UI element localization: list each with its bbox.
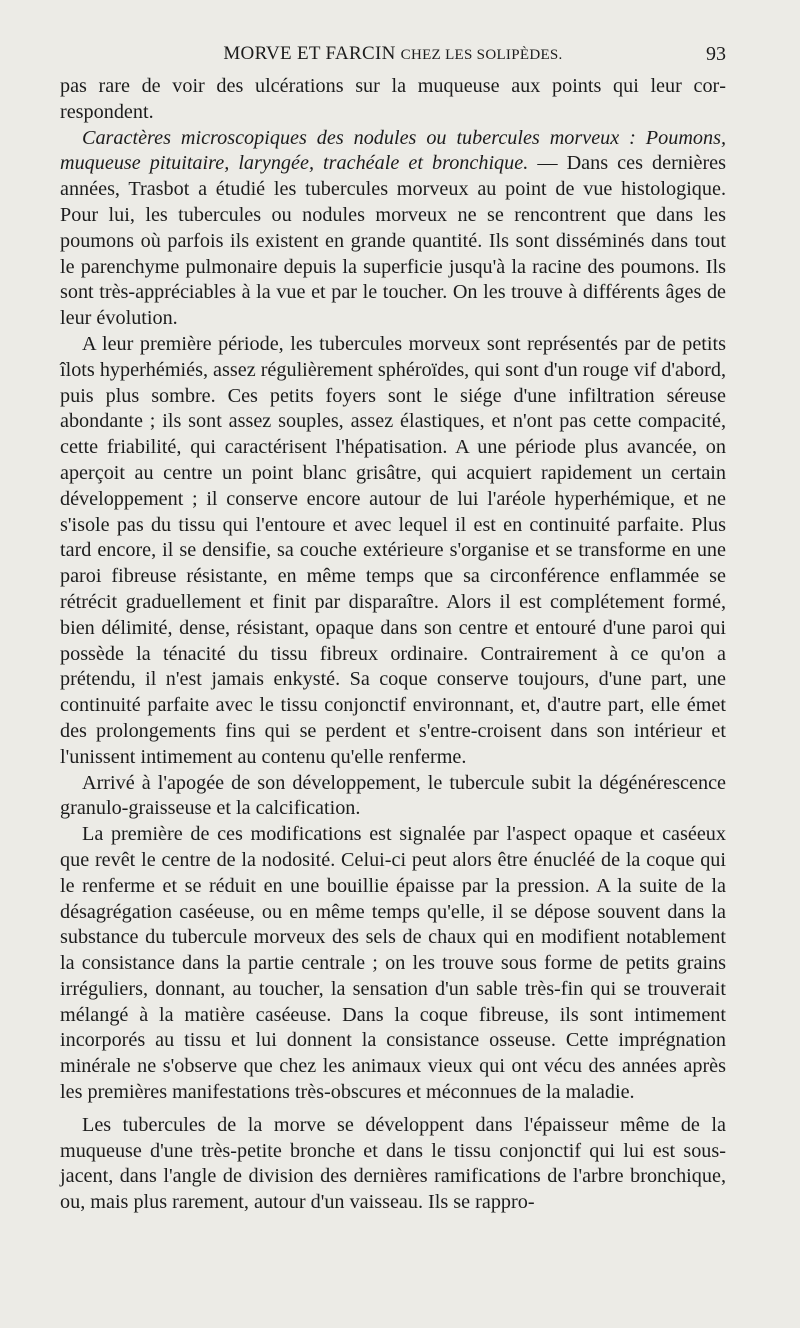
paragraph-section	[60, 126, 726, 332]
paragraph	[60, 1113, 726, 1216]
running-title	[60, 43, 726, 65]
paragraph	[60, 771, 726, 823]
running-title-small: CHEZ LES SOLIPÈDES.	[400, 47, 563, 63]
paragraph	[60, 332, 726, 771]
paragraph-text: La première de ces modifications est signalée par l'aspect opaque et caséeux que revêt le centre de la nodosité. Celui-ci peut alors être énucléé de la coque qui le renferme et se réduit en une bouillie épaisse par la pression. A la suite de la désagrégation caséeuse, ou en même temps qu'elle, il se dépose souvent dans la substance du tubercule morveux des sels de chaux qui en modifient notablement la consistance dans la partie centrale ; on les trouve sous forme de petits grains irréguliers, donnant, au toucher, la sensation d'un sable très-fin qui se trouverait mélangé à la matière caséeuse. Dans la coque fibreuse, ils sont intimement incorporés au tissu et lui donnent la consistance osseuse. Cette imprégnation minérale ne s'observe que chez les animaux vieux qui ont vécu des années après les premières manifestations très-obscures et méconnues de la maladie.	[60, 823, 726, 1104]
paragraph-text: pas rare de voir des ulcérations sur la muqueuse aux points qui leur correspondent.	[60, 75, 726, 123]
paragraph-continuation	[60, 74, 726, 126]
paragraph-text: Les tubercules de la morve se développent dans l'épaisseur même de la muqueuse d'une très-petite bronche et dans le tissu conjonctif qui lui est sous-jacent, dans l'angle de division des dernières ramifications de l'arbre bronchique, ou, mais plus rarement, autour d'un vaisseau. Ils se rappro-	[60, 1113, 726, 1214]
running-title-main: MORVE ET FARCIN	[223, 43, 396, 64]
paragraph-text: A leur première période, les tubercules morveux sont représentés par de petits îlots hyperhémiés, assez régulièrement sphéroïdes, qui sont d'un rouge vif d'abord, puis plus sombre. Ces petits foyers sont le siége d'une infiltration séreuse abondante ; ils sont assez souples, assez élastiques, et n'ont pas cette compacité, cette friabilité, qui caractérisent l'hépatisation. A une période plus avancée, on aperçoit au centre un point blanc grisâtre, qui acquiert rapidement un certain développement ; il conserve encore autour de lui l'aréole hyperhémique, et ne s'isole pas du tissu qui l'entoure et avec lequel il est en continuité parfaite. Plus tard encore, il se densifie, sa couche extérieure s'organise et se transforme en une paroi fibreuse résistante, en même temps que sa circonférence enflammée se rétrécit graduellement et finit par disparaître. Alors il est complétement formé, bien délimité, dense, résistant, opaque dans son centre et entouré d'une paroi qui possède la ténacité du tissu fibreux ordinaire. Contrairement à ce qu'on a prétendu, il n'est jamais enkysté. Sa coque conserve toujours, d'une part, une continuité parfaite avec le tissu conjonctif environnant, et, d'autre part, elle émet des prolongements fins qui se perdent et s'entre-croisent dans son intérieur et l'unissent intimement au contenu qu'elle renferme.	[60, 332, 727, 768]
page-number: 93	[706, 43, 726, 65]
section-heading: Caractères microscopiques des nodules ou tubercules morveux : Poumons, muqueuse pituitaire, laryngée, trachéale et bronchique.	[60, 126, 726, 175]
running-header	[60, 43, 726, 69]
paragraph-text: — Dans ces dernières années, Trasbot a étudié les tubercules morveux au point de vue histologique. Pour lui, les tubercules ou nodules morveux ne se rencontrent que dans les poumons où parfois ils existent en grande quantité. Ils sont disséminés dans tout le parenchyme pulmonaire depuis la superficie jusqu'à la racine des poumons. Ils sont très-appréciables à la vue et par le toucher. On les trouve à différents âges de leur évolution.	[60, 152, 726, 330]
paragraph	[60, 822, 726, 1106]
body-text	[60, 74, 726, 1216]
paragraph-text: Arrivé à l'apogée de son développement, le tubercule subit la dégénérescence granulo-graisseuse et la calcification.	[60, 771, 726, 820]
